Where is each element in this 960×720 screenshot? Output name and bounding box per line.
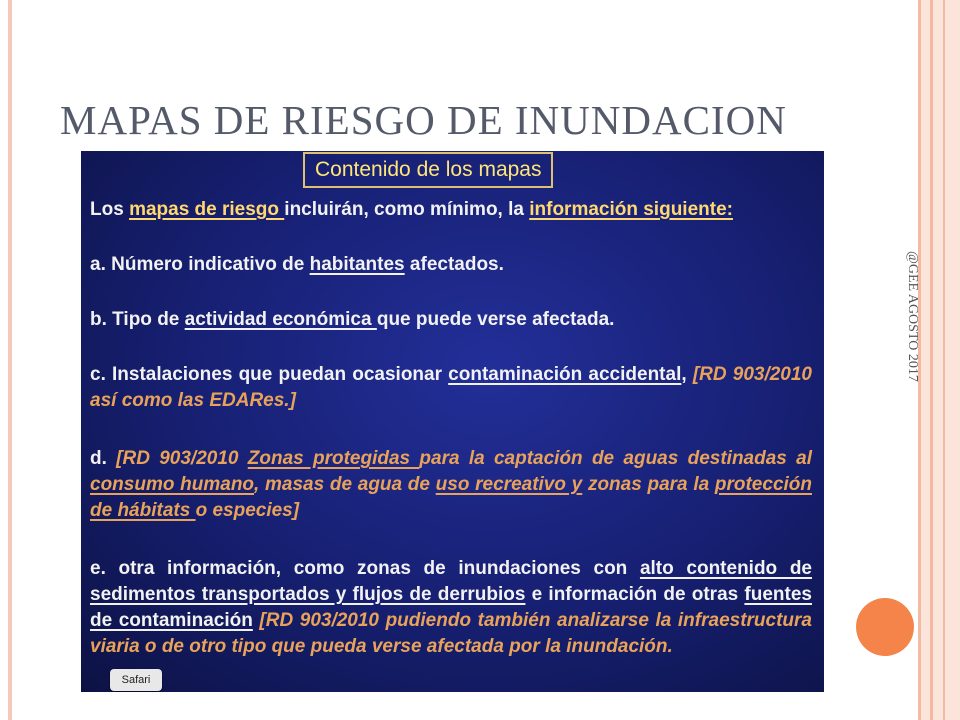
item-text: b. Tipo de [90, 309, 185, 330]
underlined-term: uso recreativo y [435, 474, 583, 495]
regulation-note: zonas para la [582, 474, 715, 495]
regulation-note: [RD 903/2010 [116, 448, 248, 469]
regulation-note: o especies] [195, 500, 300, 521]
item-text: e información de otras [525, 584, 745, 605]
side-watermark-label: @GEE AGOSTO 2017 [905, 251, 920, 382]
slide-frame-left [8, 0, 12, 720]
slide-title: MAPAS DE RIESGO DE INUNDACION [60, 97, 787, 143]
underlined-term: consumo humano [90, 474, 255, 495]
item-text: a. Número indicativo de [90, 254, 310, 275]
item-text: d. [90, 448, 117, 469]
underlined-term: habitantes [309, 254, 405, 275]
item-c [90, 362, 812, 414]
intro-paragraph [90, 197, 812, 223]
item-e [90, 556, 812, 660]
regulation-note: [RD 903/2010 así como las EDARes.] [90, 364, 812, 411]
underlined-term: actividad económica [184, 309, 377, 330]
item-text: que puede verse afectada. [376, 309, 615, 330]
slide-frame-line [943, 0, 945, 720]
orange-circle-decoration [856, 598, 914, 656]
slide-frame-line [930, 0, 933, 720]
item-text: c. Instalaciones que puedan ocasionar [90, 364, 449, 385]
panel-heading: Contenido de los mapas [303, 152, 553, 188]
underlined-term: información siguiente: [529, 199, 733, 220]
regulation-note: [RD 903/2010 pudiendo también analizarse la infraestructura viaria o de otro tipo que pueda verse afectada por la inundación. [90, 610, 813, 657]
underlined-term: alto contenido de sedimentos transportados y flujos de derrubios [90, 558, 812, 605]
intro-text: incluirán, como mínimo, la [284, 199, 530, 220]
item-a [90, 252, 812, 278]
regulation-note: , masas de agua de [254, 474, 436, 495]
underlined-term: contaminación accidental [448, 364, 682, 385]
underlined-term: mapas de riesgo [129, 199, 285, 220]
item-d [90, 446, 812, 524]
underlined-term: fuentes de contaminación [90, 584, 812, 631]
content-image-panel [81, 151, 824, 692]
item-text: , [681, 364, 693, 385]
safari-tab-label[interactable]: Safari [110, 669, 162, 691]
item-text: e. otra información, como zonas de inundaciones con [90, 558, 640, 579]
item-text: afectados. [404, 254, 504, 275]
underlined-term: Zonas protegidas [247, 448, 420, 469]
item-b [90, 307, 812, 333]
underlined-term: protección de hábitats [90, 474, 812, 521]
slide-frame-right [918, 0, 960, 720]
intro-text: Los [90, 199, 130, 220]
regulation-note: para la captación de aguas destinadas al [419, 448, 812, 469]
